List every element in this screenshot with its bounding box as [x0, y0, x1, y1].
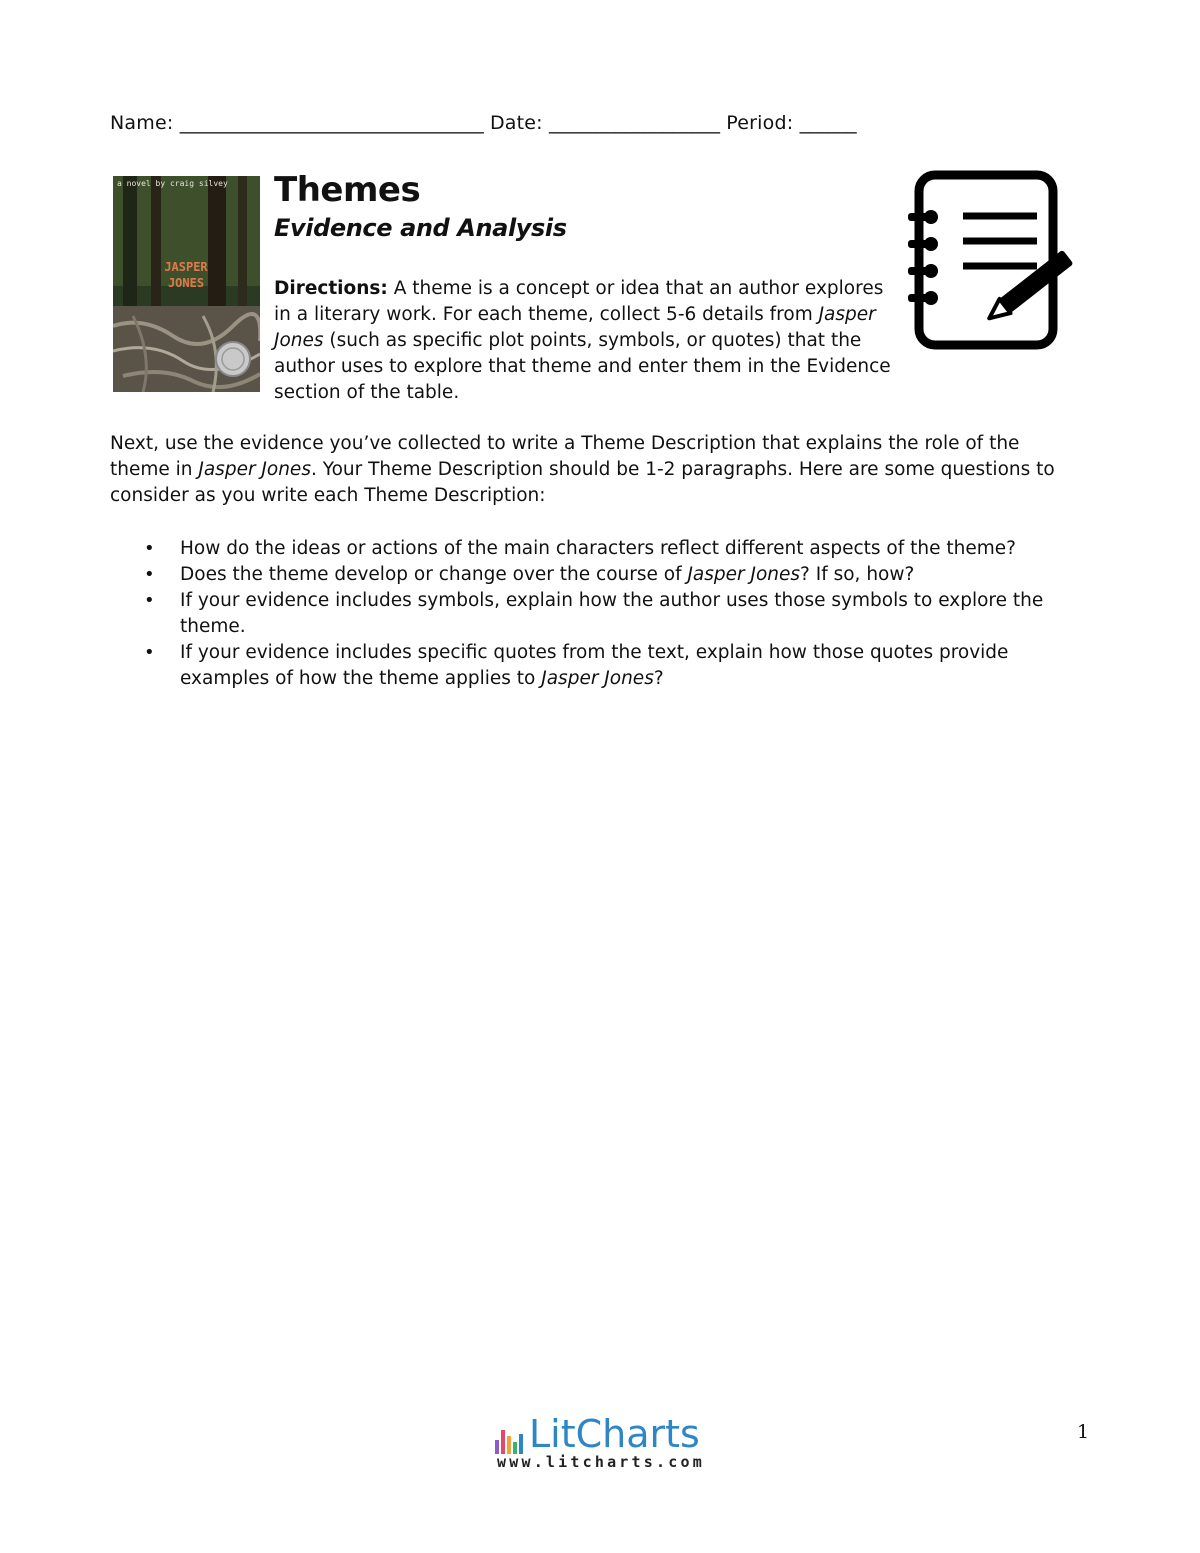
list-item — [110, 536, 1080, 562]
instructions-text-2: . Your Theme Description should be 1-2 paragraphs. Here are some questions to consider as you write each Theme Description: — [110, 459, 1055, 506]
question-book-title: Jasper Jones — [687, 564, 801, 585]
period-blank: ______ — [799, 112, 857, 134]
name-label: Name: — [110, 112, 174, 134]
date-label: Date: — [489, 112, 543, 134]
book-cover-art — [113, 176, 260, 392]
litcharts-logo — [495, 1410, 700, 1454]
website-url: www.litcharts.com — [497, 1453, 705, 1471]
instructions-paragraph — [110, 431, 1080, 509]
question-text: ? If so, how? — [800, 564, 915, 585]
directions-text-1: A theme is a concept or idea that an author explores in a literary work. For each theme, collect 5-6 details from — [274, 278, 884, 325]
cover-tagline: a novel by craig silvey — [117, 179, 228, 188]
question-text: How do the ideas or actions of the main characters reflect different aspects of the theme? — [180, 538, 1016, 559]
page-number: 1 — [1077, 1421, 1090, 1443]
list-item — [110, 640, 1080, 692]
page-subtitle: Evidence and Analysis — [274, 214, 567, 242]
page-title: Themes — [274, 170, 421, 210]
question-text: ? — [653, 668, 664, 689]
question-text: Does the theme develop or change over the course of — [180, 564, 688, 585]
cover-title-line2: JONES — [167, 276, 205, 290]
cover-title-line1: JASPER — [164, 260, 208, 274]
question-book-title: Jasper Jones — [541, 668, 654, 689]
directions-text-2: (such as specific plot points, symbols, or quotes) that the author uses to explore that theme and enter them in the Evidence section of the table. — [274, 330, 891, 403]
list-item — [110, 588, 1080, 640]
logo-wordmark: LitCharts — [529, 1412, 700, 1456]
date-blank: __________________ — [549, 112, 721, 134]
period-label: Period: — [726, 112, 794, 134]
name-blank: ________________________________ — [179, 112, 484, 134]
instructions-text-1: Next, use the evidence you’ve collected to write a Theme Description that explains the role of the theme in — [110, 433, 1020, 480]
instructions-book-title: Jasper Jones — [198, 459, 311, 480]
notebook-pencil-icon — [905, 170, 1085, 352]
book-cover-image — [113, 176, 260, 392]
directions-paragraph — [274, 276, 894, 406]
bar-chart-icon — [495, 1426, 525, 1454]
question-text: If your evidence includes specific quotes from the text, explain how those quotes provide examples of how the theme applies to — [180, 642, 1009, 689]
student-info-line — [110, 112, 857, 134]
questions-list — [110, 536, 1080, 692]
list-item — [110, 562, 1080, 588]
directions-book-title: Jasper Jones — [274, 304, 876, 351]
question-text: If your evidence includes symbols, explain how the author uses those symbols to explore the theme. — [180, 590, 1044, 637]
directions-label: Directions: — [274, 278, 388, 299]
